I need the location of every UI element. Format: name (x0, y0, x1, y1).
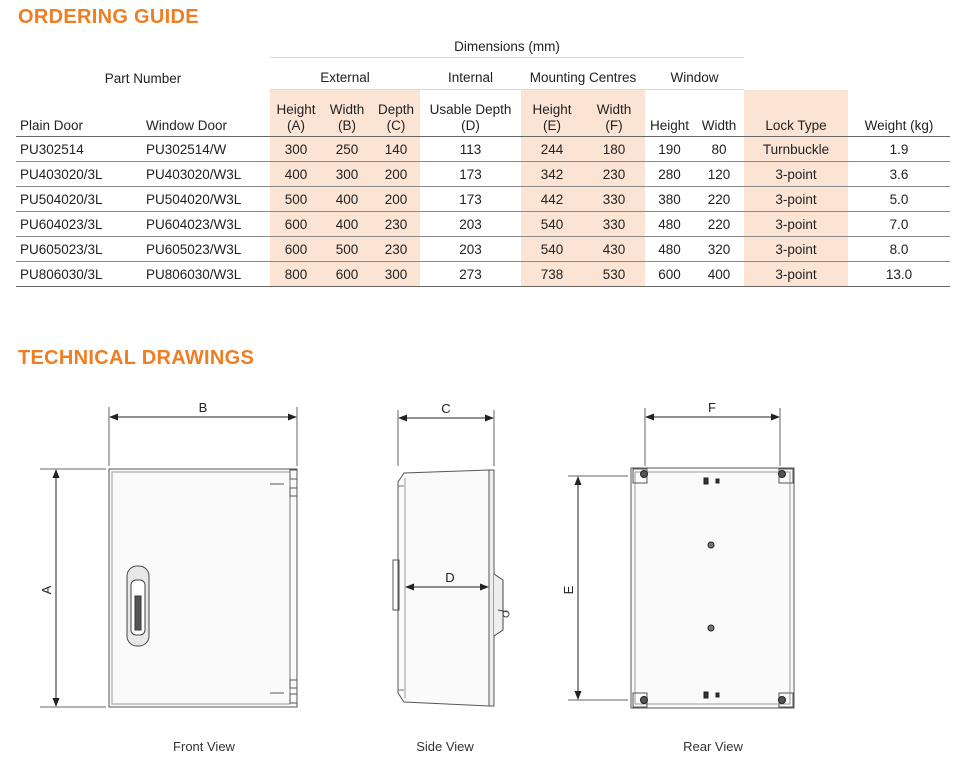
plain-door-cell: PU504020/3L (16, 187, 142, 212)
window-door-cell: PU403020/W3L (142, 162, 270, 187)
width-f-cell: 330 (583, 187, 645, 212)
depth-c-cell: 200 (372, 162, 420, 187)
width-f-cell: 230 (583, 162, 645, 187)
window-height-cell: 480 (645, 237, 694, 262)
mount-hole-top-right (779, 471, 786, 478)
mnt-height-header: Height (E) (521, 90, 583, 137)
window-door-cell: PU604023/W3L (142, 212, 270, 237)
window-door-cell: PU504020/W3L (142, 187, 270, 212)
usable-depth-cell: 173 (420, 187, 521, 212)
window-height-cell: 380 (645, 187, 694, 212)
label-c: C (441, 401, 451, 416)
mount-hole-bottom-right (779, 697, 786, 704)
depth-c-cell: 300 (372, 262, 420, 287)
ordering-guide-title: ORDERING GUIDE (18, 6, 199, 28)
mount-hole-top-left (641, 471, 648, 478)
internal-header: Internal (420, 58, 521, 90)
mount-hole-bottom-left (641, 697, 648, 704)
plain-door-header: Plain Door (20, 118, 84, 133)
width-f-cell: 180 (583, 137, 645, 162)
side-view-caption: Side View (416, 739, 474, 754)
weight-cell: 8.0 (848, 237, 950, 262)
weight-cell: 3.6 (848, 162, 950, 187)
window-width-cell: 220 (694, 187, 744, 212)
window-height-cell: 280 (645, 162, 694, 187)
width-b-cell: 600 (322, 262, 372, 287)
weight-cell: 1.9 (848, 137, 950, 162)
height-e-cell: 540 (521, 237, 583, 262)
width-f-cell: 430 (583, 237, 645, 262)
lock-type-cell: 3-point (744, 237, 848, 262)
label-a: A (39, 585, 54, 595)
window-door-cell: PU302514/W (142, 137, 270, 162)
plain-door-cell: PU604023/3L (16, 212, 142, 237)
window-width-cell: 400 (694, 262, 744, 287)
window-door-header: Window Door (146, 118, 228, 133)
weight-header: Weight (kg) (864, 118, 934, 133)
height-a-cell: 800 (270, 262, 322, 287)
width-b-cell: 300 (322, 162, 372, 187)
usable-depth-cell: 203 (420, 212, 521, 237)
weight-cell: 13.0 (848, 262, 950, 287)
weight-cell: 7.0 (848, 212, 950, 237)
side-view-drawing (393, 410, 509, 706)
height-a-cell: 300 (270, 137, 322, 162)
weight-cell: 5.0 (848, 187, 950, 212)
window-width-cell: 220 (694, 212, 744, 237)
rear-view-drawing (568, 408, 794, 708)
width-b-cell: 400 (322, 212, 372, 237)
height-e-cell: 342 (521, 162, 583, 187)
window-height-cell: 480 (645, 212, 694, 237)
label-f: F (708, 400, 716, 415)
depth-c-cell: 230 (372, 212, 420, 237)
label-b: B (198, 400, 208, 415)
window-door-cell: PU605023/W3L (142, 237, 270, 262)
plain-door-cell: PU605023/3L (16, 237, 142, 262)
height-a-cell: 500 (270, 187, 322, 212)
rear-enclosure-body (631, 468, 794, 708)
lock-type-header: Lock Type (744, 90, 848, 137)
window-height-cell: 600 (645, 262, 694, 287)
window-header: Window (645, 58, 744, 90)
win-height-header: Height (649, 118, 690, 133)
width-b-cell: 400 (322, 187, 372, 212)
height-e-cell: 442 (521, 187, 583, 212)
win-width-header: Width (701, 118, 737, 133)
height-e-cell: 540 (521, 212, 583, 237)
height-a-cell: 600 (270, 237, 322, 262)
front-view-caption: Front View (173, 739, 235, 754)
window-height-cell: 190 (645, 137, 694, 162)
width-f-cell: 330 (583, 212, 645, 237)
height-e-cell: 738 (521, 262, 583, 287)
side-enclosure-body (398, 470, 489, 706)
height-e-cell: 244 (521, 137, 583, 162)
label-e: E (561, 585, 576, 595)
window-width-cell: 80 (694, 137, 744, 162)
front-view-drawing (40, 407, 297, 707)
external-header: External (270, 58, 420, 90)
usable-depth-header: Usable Depth (D) (429, 102, 512, 133)
technical-drawings-title: TECHNICAL DRAWINGS (18, 347, 255, 369)
usable-depth-cell: 113 (420, 137, 521, 162)
ext-depth-header: Depth (C) (372, 90, 420, 137)
lock-type-cell: 3-point (744, 187, 848, 212)
lock-type-cell: 3-point (744, 262, 848, 287)
depth-c-cell: 200 (372, 187, 420, 212)
lock-type-cell: 3-point (744, 162, 848, 187)
width-b-cell: 250 (322, 137, 372, 162)
side-handle (494, 574, 503, 636)
plain-door-cell: PU302514 (16, 137, 142, 162)
part-number-header: Part Number (104, 70, 182, 86)
usable-depth-cell: 203 (420, 237, 521, 262)
width-b-cell: 500 (322, 237, 372, 262)
usable-depth-cell: 273 (420, 262, 521, 287)
plain-door-cell: PU806030/3L (16, 262, 142, 287)
mnt-width-header: Width (F) (583, 90, 645, 137)
width-f-cell: 530 (583, 262, 645, 287)
usable-depth-cell: 173 (420, 162, 521, 187)
mounting-centres-header: Mounting Centres (521, 58, 645, 90)
dimensions-header: Dimensions (mm) (270, 30, 744, 58)
plain-door-cell: PU403020/3L (16, 162, 142, 187)
window-door-cell: PU806030/W3L (142, 262, 270, 287)
label-d: D (445, 570, 455, 585)
height-a-cell: 600 (270, 212, 322, 237)
ext-width-header: Width (B) (322, 90, 372, 137)
depth-c-cell: 230 (372, 237, 420, 262)
ext-height-header: Height (A) (270, 90, 322, 137)
lock-type-cell: Turnbuckle (744, 137, 848, 162)
height-a-cell: 400 (270, 162, 322, 187)
window-width-cell: 320 (694, 237, 744, 262)
rear-view-caption: Rear View (683, 739, 743, 754)
window-width-cell: 120 (694, 162, 744, 187)
lock-type-cell: 3-point (744, 212, 848, 237)
depth-c-cell: 140 (372, 137, 420, 162)
